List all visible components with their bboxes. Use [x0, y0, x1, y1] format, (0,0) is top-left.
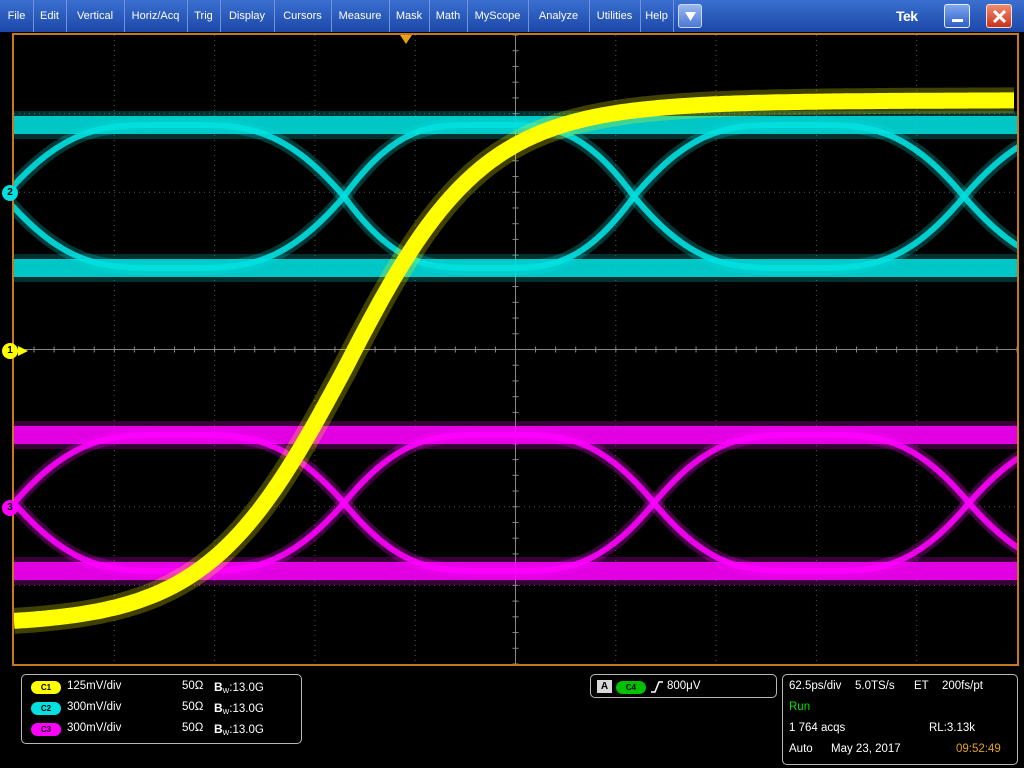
- ch2-scale: 300mV/div: [67, 701, 122, 713]
- resolution-readout: 200fs/pt: [942, 680, 983, 692]
- timebase-readout: 62.5ps/div: [789, 680, 842, 692]
- acquisition-count: 1 764 acqs: [789, 722, 846, 734]
- trigger-position-marker[interactable]: [400, 35, 412, 44]
- menu-help[interactable]: Help: [640, 0, 674, 32]
- ch1-marker[interactable]: 1: [2, 343, 18, 359]
- menu-edit[interactable]: Edit: [33, 0, 67, 32]
- ch1-scale: 125mV/div: [67, 680, 122, 692]
- menu-mask[interactable]: Mask: [389, 0, 430, 32]
- minimize-button[interactable]: [944, 4, 970, 28]
- menu-measure[interactable]: Measure: [331, 0, 390, 32]
- ch3-marker[interactable]: 3: [2, 500, 18, 516]
- ch3-bandwidth: $B_W:13.0G$: [214, 722, 264, 737]
- menu-dropdown-button[interactable]: [678, 4, 702, 28]
- menu-file[interactable]: File: [0, 0, 34, 32]
- trigger-source-chip: C4: [616, 681, 646, 694]
- ch3-impedance: 50Ω: [182, 722, 204, 734]
- close-icon: [993, 10, 1006, 23]
- minimize-icon: [952, 19, 963, 22]
- waveform-display[interactable]: [14, 35, 1017, 664]
- chevron-down-icon: [685, 12, 696, 21]
- date-readout: May 23, 2017: [831, 743, 901, 755]
- ch1-impedance: 50Ω: [182, 680, 204, 692]
- sample-rate-readout: 5.0TS/s: [855, 680, 895, 692]
- ch3-chip: C3: [31, 723, 61, 736]
- menu-vertical[interactable]: Vertical: [66, 0, 125, 32]
- trigger-level: 800μV: [667, 680, 701, 692]
- ch1-bandwidth: $B_W:13.0G$: [214, 680, 264, 695]
- menu-trig[interactable]: Trig: [187, 0, 221, 32]
- ch1-marker-arrow: [18, 346, 28, 356]
- menu-display[interactable]: Display: [220, 0, 275, 32]
- ch2-bandwidth: $B_W:13.0G$: [214, 701, 264, 716]
- menu-horiz-acq[interactable]: Horiz/Acq: [124, 0, 188, 32]
- menu-analyze[interactable]: Analyze: [528, 0, 590, 32]
- menu-math[interactable]: Math: [429, 0, 468, 32]
- run-state: Run: [789, 701, 811, 713]
- menu-myscope[interactable]: MyScope: [467, 0, 529, 32]
- menu-utilities[interactable]: Utilities: [589, 0, 641, 32]
- acq-mode-readout: ET: [914, 680, 929, 692]
- ch3-scale: 300mV/div: [67, 722, 122, 734]
- close-button[interactable]: [986, 4, 1012, 28]
- trigger-mode: Auto: [789, 743, 813, 755]
- trigger-mode-badge: A: [597, 680, 612, 693]
- ch2-chip: C2: [31, 702, 61, 715]
- tek-logo: Tek: [896, 8, 918, 24]
- ch2-marker[interactable]: 2: [2, 185, 18, 201]
- rising-edge-icon: [651, 681, 663, 693]
- ch2-impedance: 50Ω: [182, 701, 204, 713]
- ch1-chip: C1: [31, 681, 61, 694]
- time-readout: 09:52:49: [956, 743, 1001, 755]
- record-length: RL:3.13k: [929, 722, 976, 734]
- menu-cursors[interactable]: Cursors: [274, 0, 332, 32]
